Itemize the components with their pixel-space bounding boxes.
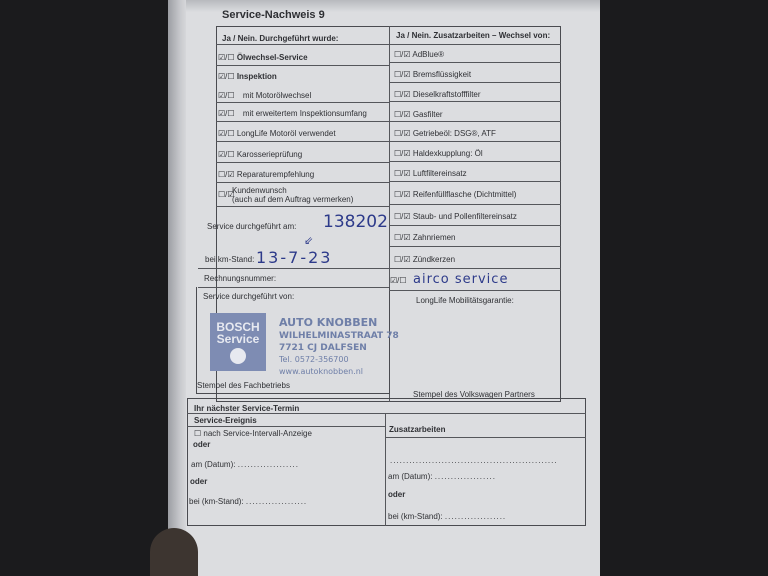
customer-wish-label: Kundenwunsch (232, 186, 287, 195)
right-row-haldex (394, 149, 483, 158)
service-date-handwriting: 138202 (323, 212, 388, 232)
service-date-label: Service durchgeführt am: (207, 222, 297, 231)
checkbox-mark[interactable]: ☐/☑ (394, 50, 411, 59)
row-label: Haldexkupplung: Öl (412, 149, 483, 158)
right-date-label (388, 472, 496, 481)
checkbox-mark[interactable]: ☑/☐ (390, 276, 407, 285)
row-divider (389, 82, 561, 83)
oder-label: oder (388, 490, 406, 499)
row-label: mit Motorölwechsel (242, 91, 312, 100)
checkbox-mark[interactable]: ☐/☑ (394, 129, 411, 138)
row-divider (216, 121, 389, 122)
row-divider (389, 101, 561, 102)
km-label: bei km-Stand: (205, 255, 255, 264)
date-label-text: am (Datum): (191, 460, 236, 469)
date-label-text: am (Datum): (388, 472, 433, 481)
row-label: Reparaturempfehlung (236, 170, 315, 179)
checkbox-mark[interactable]: ☐/☑ (394, 169, 411, 178)
row-divider (216, 206, 389, 207)
date-field[interactable]: ................... (434, 472, 496, 481)
logo-line2: Service (216, 332, 260, 346)
row-divider (187, 413, 586, 414)
row-divider (389, 121, 561, 122)
service-event-header: Service-Ereignis (194, 416, 257, 425)
next-service-header: Ihr nächster Service-Termin (194, 404, 300, 413)
checkbox-mark[interactable]: ☑/☐ (218, 91, 235, 100)
right-row-gearoil (394, 129, 496, 138)
custom-work-handwriting: airco service (413, 272, 509, 287)
row-divider (389, 225, 561, 226)
checkbox-mark[interactable]: ☐/☑ (394, 149, 411, 158)
row-label: Karosserieprüfung (236, 150, 303, 159)
checkbox-mark[interactable]: ☑/☐ (218, 109, 235, 118)
right-column-header: Ja / Nein. Zusatzarbeiten – Wechsel von: (396, 31, 551, 40)
guarantee-label: LongLife Mobilitätsgarantie: (416, 296, 514, 305)
row-label: Luftfiltereinsatz (412, 169, 467, 178)
logo-line1: BOSCH (216, 320, 260, 334)
left-row-inspection (218, 72, 277, 81)
row-divider (216, 182, 389, 183)
row-divider (216, 65, 389, 66)
stamp-web: www.autoknobben.nl (279, 367, 364, 376)
checkbox-mark[interactable]: ☑/☐ (218, 129, 235, 138)
right-row-sparkplugs (394, 255, 455, 264)
column-divider (385, 413, 386, 526)
extra-work-header: Zusatzarbeiten (389, 425, 446, 434)
left-row-body (218, 150, 302, 159)
checkbox-mark[interactable]: ☐/☑ (394, 90, 411, 99)
checkbox-mark[interactable]: ☑/☐ (218, 150, 235, 159)
arrow-mark: ⇙ (304, 234, 314, 247)
row-label: Ölwechsel-Service (236, 53, 308, 62)
page-title: Service-Nachweis 9 (222, 9, 325, 21)
row-label: Reifenfüllflasche (Dichtmittel) (412, 190, 517, 199)
checkbox-mark[interactable]: ☐/☑ (218, 190, 235, 199)
header-divider (216, 44, 561, 45)
left-row-repair (218, 170, 314, 179)
row-divider (216, 162, 389, 163)
row-label: LongLife Motoröl verwendet (236, 129, 336, 138)
row-divider (187, 426, 385, 427)
partner-stamp-label: Stempel des Volkswagen Partners (413, 390, 535, 399)
row-divider (389, 181, 561, 182)
row-label: Staub- und Pollenfiltereinsatz (412, 212, 517, 221)
row-label: mit erweitertem Inspektionsumfang (242, 109, 367, 118)
row-divider (389, 268, 561, 269)
km-label-text: bei (km-Stand): (388, 512, 443, 521)
row-divider (385, 437, 586, 438)
right-row-custom (390, 276, 407, 285)
interval-option[interactable]: ☐ nach Service-Intervall-Anzeige (194, 429, 312, 438)
workshop-stamp-label: Stempel des Fachbetriebs (197, 381, 290, 390)
checkbox-mark[interactable]: ☐/☑ (394, 70, 411, 79)
stamp-phone: Tel. 0572-356700 (279, 355, 349, 364)
checkbox-mark[interactable]: ☐/☑ (394, 110, 411, 119)
page-stack-edge (168, 0, 186, 576)
right-row-adblue (394, 50, 444, 59)
stamp-street: WILHELMINASTRAAT 78 (279, 331, 399, 341)
left-row-motoroil (218, 91, 311, 100)
checkbox-mark[interactable]: ☐/☑ (394, 233, 411, 242)
row-label: Getriebeöl: DSG®, ATF (412, 129, 496, 138)
row-label: Dieselkraftstofffilter (412, 90, 481, 99)
invoice-label: Rechnungsnummer: (204, 274, 277, 283)
oder-label: oder (190, 477, 208, 486)
checkbox-mark[interactable]: ☐/☑ (394, 212, 411, 221)
row-divider (389, 141, 561, 142)
right-row-pollen (394, 212, 517, 221)
km-field[interactable]: ................... (245, 497, 308, 506)
date-field[interactable]: ................... (237, 460, 299, 469)
row-divider (216, 141, 389, 142)
row-divider (389, 204, 561, 205)
bosch-service-logo (210, 313, 266, 371)
row-label: Gasfilter (412, 110, 443, 119)
extra-work-field[interactable]: .................................................... (390, 456, 558, 465)
left-column-header: Ja / Nein. Durchgeführt wurde: (222, 34, 339, 43)
row-label: AdBlue® (412, 50, 445, 59)
right-row-timingbelt (394, 233, 456, 242)
stamp-city: 7721 CJ DALFSEN (279, 343, 367, 353)
checkbox-mark[interactable]: ☐/☑ (394, 190, 411, 199)
checkbox-mark[interactable]: ☐/☑ (218, 170, 235, 179)
row-divider (198, 268, 389, 269)
row-divider (389, 246, 561, 247)
checkbox-mark[interactable]: ☑/☐ (218, 53, 235, 62)
checkbox-mark[interactable]: ☑/☐ (218, 72, 235, 81)
thumb (150, 528, 198, 576)
stamp-name: AUTO KNOBBEN (279, 316, 378, 329)
row-label: Inspektion (236, 72, 277, 81)
next-km-label (189, 497, 307, 506)
right-row-tyrefill (394, 190, 516, 199)
row-divider (216, 102, 389, 103)
km-handwriting: 13-7-23 (256, 248, 333, 267)
right-row-brake (394, 70, 471, 79)
row-divider (389, 161, 561, 162)
right-row-gas (394, 110, 443, 119)
next-date-label (191, 460, 299, 469)
right-row-diesel (394, 90, 481, 99)
logo-emblem-icon (230, 348, 246, 364)
row-label: Zündkerzen (412, 255, 456, 264)
left-row-oil (218, 53, 308, 62)
row-divider (389, 290, 561, 291)
left-row-extended (218, 109, 367, 118)
km-label-text: bei (km-Stand): (189, 497, 244, 506)
customer-wish-sub: (auch auf dem Auftrag vermerken) (232, 195, 354, 204)
right-km-label (388, 512, 506, 521)
km-field[interactable]: ................... (444, 512, 507, 521)
row-divider (389, 62, 561, 63)
row-label: Bremsflüssigkeit (412, 70, 472, 79)
right-row-airfilter (394, 169, 467, 178)
left-row-longlife (218, 129, 336, 138)
oder-label: oder (193, 440, 211, 449)
checkbox-mark[interactable]: ☐/☑ (394, 255, 411, 264)
performed-by-label: Service durchgeführt von: (203, 292, 295, 301)
row-label: Zahnriemen (412, 233, 456, 242)
